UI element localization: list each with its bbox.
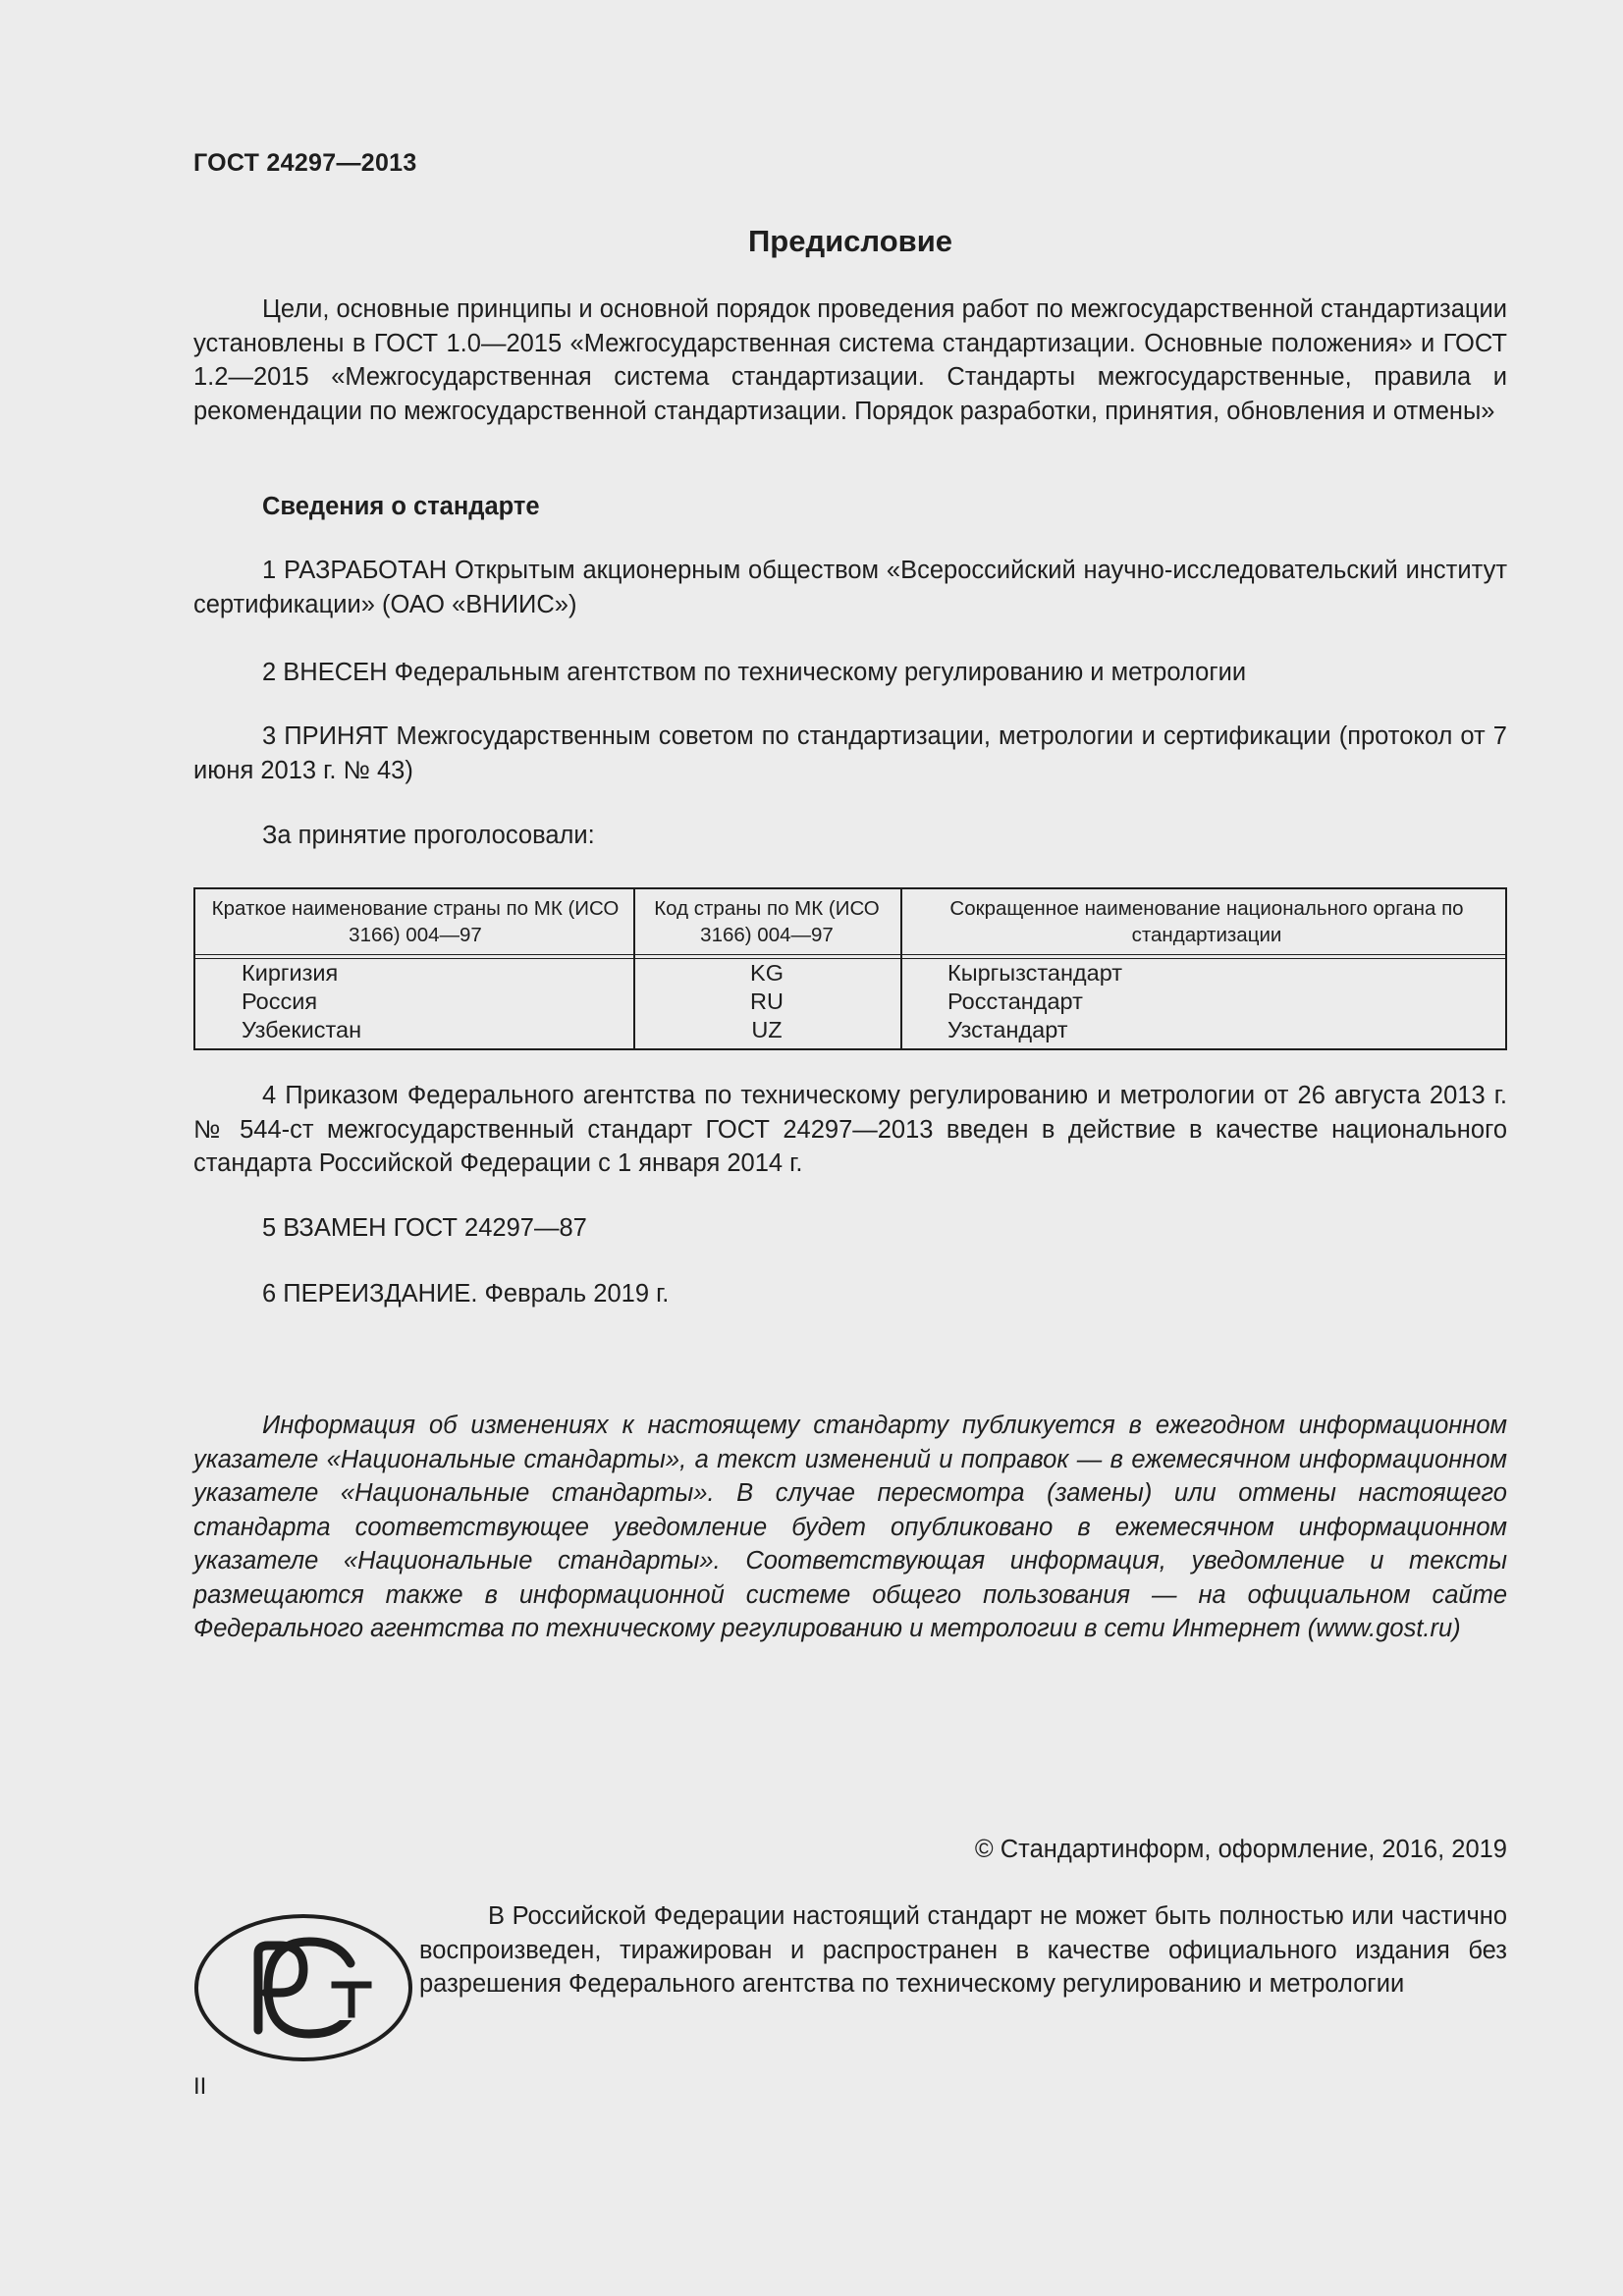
info-heading: Сведения о стандарте	[262, 493, 540, 520]
table-header-body: Сокращенное наименование национального органа по стандартизации	[949, 897, 1464, 946]
voting-table	[193, 887, 1507, 1050]
table-cell: Росстандарт	[947, 988, 1083, 1014]
intro-paragraph: Цели, основные принципы и основной порядок проведения работ по межгосударственной стандартизации установлены в ГОСТ 1.0—2015 «Межгосударственная система стандартизации. Основные положения» и ГОСТ 1.2—2015 «Межгосударственная система стандартизации. Стандарты межгосударственные, правила и рекомендации по межгосударственной стандартизации. Порядок разработки, принятия, обновления и отмены»	[193, 295, 1507, 425]
item-1: 1 РАЗРАБОТАН Открытым акционерным обществом «Всероссийский научно-исследовательский институт сертификации» (ОАО «ВНИИС»)	[193, 557, 1507, 618]
table-cell: UZ	[751, 1017, 783, 1042]
item-3: 3 ПРИНЯТ Межгосударственным советом по стандартизации, метрологии и сертификации (протокол от 7 июня 2013 г. № 43)	[193, 722, 1507, 784]
page-title: Предисловие	[747, 224, 952, 258]
voted-label: За принятие проголосовали:	[262, 822, 595, 849]
table-column-body	[947, 959, 1478, 1044]
document-code: ГОСТ 24297—2013	[193, 149, 417, 177]
table-cell: Россия	[242, 988, 318, 1014]
page-number: II	[193, 2073, 207, 2100]
table-cell: Узбекистан	[242, 1017, 362, 1042]
table-header-code: Код страны по МК (ИСО 3166) 004—97	[654, 897, 880, 946]
info-notice: Информация об изменениях к настоящему стандарту публикуется в ежегодном информационном указателе «Национальные стандарты», а текст изменений и поправок — в ежемесячном информационном указателе «Национальные стандарты». В случае пересмотра (замены) или отмены настоящего стандарта соответствующее уведомление будет опубликовано в ежемесячном информационном указателе «Национальные стандарты». Соответствующая информация, уведомление и тексты размещаются также в информационной системе общего пользования — на официальном сайте Федерального агентства по техническому регулированию и метрологии в сети Интернет (www.gost.ru)	[193, 1412, 1507, 1642]
item-5: 5 ВЗАМЕН ГОСТ 24297—87	[262, 1214, 587, 1242]
table-cell: KG	[750, 960, 784, 986]
table-column-code	[637, 959, 896, 1044]
item-6: 6 ПЕРЕИЗДАНИЕ. Февраль 2019 г.	[262, 1280, 670, 1308]
table-cell: RU	[750, 988, 784, 1014]
table-cell: Кыргызстандарт	[947, 960, 1123, 986]
reproduction-notice: В Российской Федерации настоящий стандарт не может быть полностью или частично воспроизведен, тиражирован и распространен в качестве официального издания без разрешения Федерального агентства по техническому регулированию и метрологии	[419, 1902, 1507, 1998]
table-divider	[900, 889, 902, 1048]
item-2: 2 ВНЕСЕН Федеральным агентством по техническому регулированию и метрологии	[262, 659, 1247, 686]
table-cell: Узстандарт	[947, 1017, 1068, 1042]
table-divider	[633, 889, 635, 1048]
table-header-country: Краткое наименование страны по МК (ИСО 3166) 004—97	[211, 897, 620, 946]
pct-certification-logo-icon	[193, 1912, 413, 2063]
table-cell: Киргизия	[242, 960, 339, 986]
item-4: 4 Приказом Федерального агентства по техническому регулированию и метрологии от 26 августа 2013 г. № 544-ст межгосударственный стандарт ГОСТ 24297—2013 введен в действие в качестве национального стандарта Российской Федерации с 1 января 2014 г.	[193, 1082, 1507, 1177]
copyright: © Стандартинформ, оформление, 2016, 2019	[974, 1836, 1507, 1863]
table-column-country	[242, 959, 615, 1044]
